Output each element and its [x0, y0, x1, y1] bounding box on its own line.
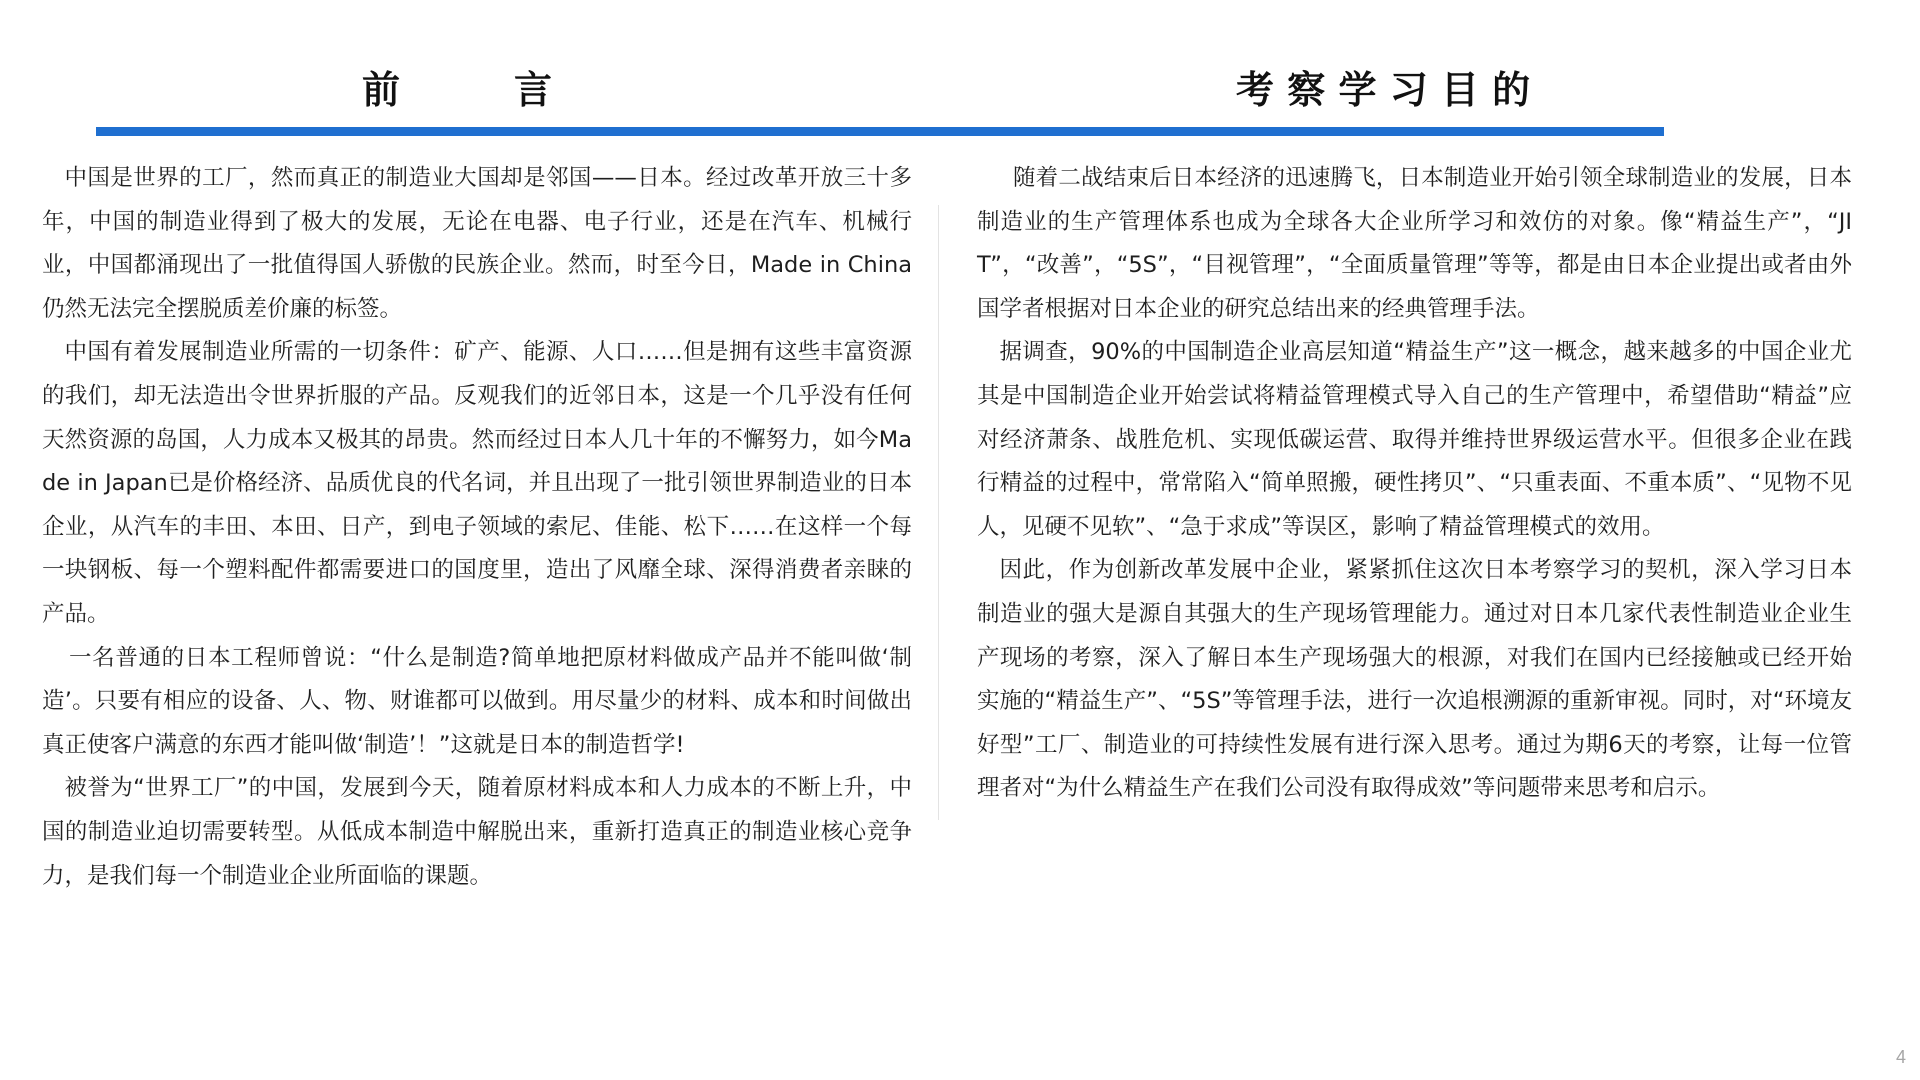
study-purpose-column: [977, 157, 1852, 811]
page-number: 4: [1895, 1047, 1906, 1067]
heading-underline-rule: [96, 127, 1664, 136]
preface-column: [42, 157, 912, 898]
study-purpose-heading: 考 察 学 习 目 的: [1236, 68, 1531, 112]
column-divider: [938, 205, 939, 820]
preface-heading: 前 言: [362, 68, 553, 112]
preface-paragraph: 被誉为“世界工厂”的中国，发展到今天，随着原材料成本和人力成本的不断上升，中国的制造业迫切需要转型。从低成本制造中解脱出来，重新打造真正的制造业核心竞争力，是我们每一个制造业企业所面临的课题。: [42, 775, 912, 889]
study-purpose-paragraph: 因此，作为创新改革发展中企业，紧紧抓住这次日本考察学习的契机，深入学习日本制造业的强大是源自其强大的生产现场管理能力。通过对日本几家代表性制造业企业生产现场的考察，深入了解日本生产现场强大的根源，对我们在国内已经接触或已经开始实施的“精益生产”、“5S”等管理手法，进行一次追根溯源的重新审视。同时，对“环境友好型”工厂、制造业的可持续性发展有进行深入思考。通过为期6天的考察，让每一位管理者对“为什么精益生产在我们公司没有取得成效”等问题带来思考和启示。: [977, 557, 1852, 802]
preface-paragraph: 一名普通的日本工程师曾说：“什么是制造?简单地把原材料做成产品并不能叫做‘制造’。只要有相应的设备、人、物、财谁都可以做到。用尽量少的材料、成本和时间做出真正使客户满意的东西才能叫做‘制造’！”这就是日本的制造哲学!: [42, 644, 912, 758]
study-purpose-paragraph: 据调查，90%的中国制造企业高层知道“精益生产”这一概念，越来越多的中国企业尤其是中国制造企业开始尝试将精益管理模式导入自己的生产管理中，希望借助“精益”应对经济萧条、战胜危机、实现低碳运营、取得并维持世界级运营水平。但很多企业在践行精益的过程中，常常陷入“简单照搬，硬性拷贝”、“只重表面、不重本质”、“见物不见人，见硬不见软”、“急于求成”等误区，影响了精益管理模式的效用。: [977, 339, 1852, 540]
study-purpose-paragraph: 随着二战结束后日本经济的迅速腾飞，日本制造业开始引领全球制造业的发展，日本制造业的生产管理体系也成为全球各大企业所学习和效仿的对象。像“精益生产”，“JIT”，“改善”，“5S”，“目视管理”，“全面质量管理”等等，都是由日本企业提出或者由外国学者根据对日本企业的研究总结出来的经典管理手法。: [977, 165, 1852, 322]
preface-paragraph: 中国是世界的工厂，然而真正的制造业大国却是邻国——日本。经过改革开放三十多年，中国的制造业得到了极大的发展，无论在电器、电子行业，还是在汽车、机械行业，中国都涌现出了一批值得国人骄傲的民族企业。然而，时至今日，Made in China仍然无法完全摆脱质差价廉的标签。: [42, 165, 912, 322]
preface-paragraph: 中国有着发展制造业所需的一切条件：矿产、能源、人口……但是拥有这些丰富资源的我们，却无法造出令世界折服的产品。反观我们的近邻日本，这是一个几乎没有任何天然资源的岛国，人力成本又极其的昂贵。然而经过日本人几十年的不懈努力，如今Made in Japan已是价格经济、品质优良的代名词，并且出现了一批引领世界制造业的日本企业，从汽车的丰田、本田、日产，到电子领域的索尼、佳能、松下……在这样一个每一块钢板、每一个塑料配件都需要进口的国度里，造出了风靡全球、深得消费者亲睐的产品。: [42, 339, 912, 627]
